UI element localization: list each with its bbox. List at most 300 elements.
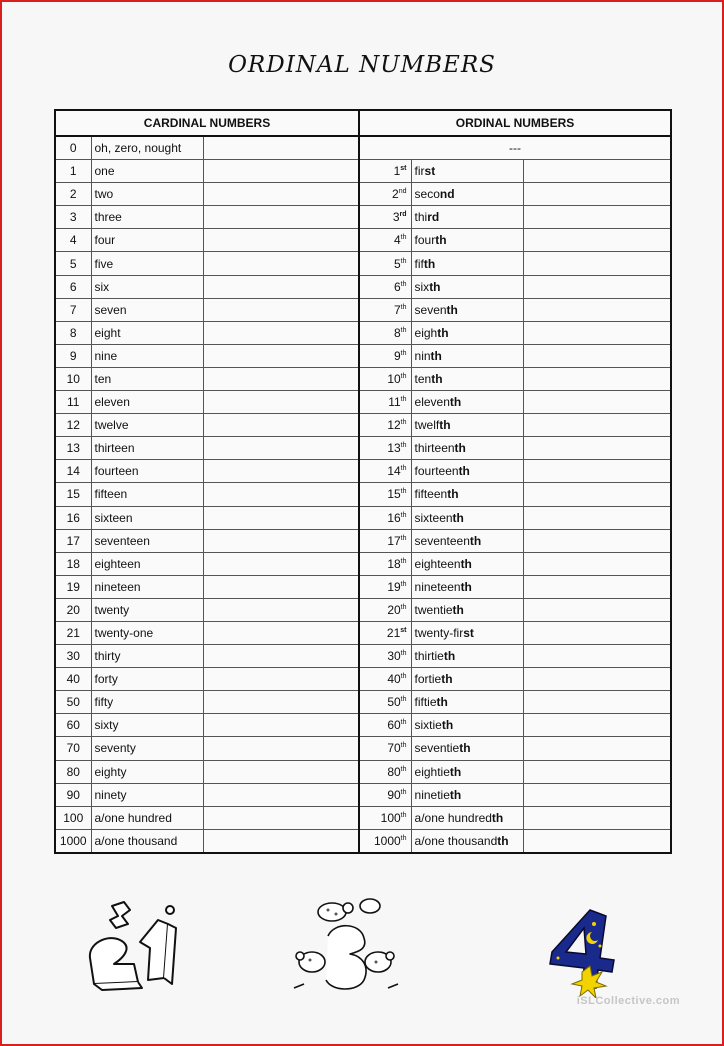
ordinal-word	[411, 391, 523, 414]
blank-cell	[203, 229, 359, 252]
blank-cell	[523, 183, 671, 206]
cardinal-number: 100	[55, 806, 91, 829]
cardinal-number: 15	[55, 483, 91, 506]
ordinal-digits: 1	[393, 164, 401, 179]
cardinal-number: 9	[55, 344, 91, 367]
blank-cell	[203, 714, 359, 737]
ordinal-word-stem: sixtie	[414, 718, 442, 733]
cardinal-word: four	[91, 229, 203, 252]
ordinal-word-stem: seven	[414, 302, 447, 317]
ordinal-number	[359, 298, 411, 321]
table-row	[55, 160, 671, 183]
ordinal-digits: 7	[393, 302, 401, 317]
ordinal-number	[359, 621, 411, 644]
cardinal-word: a/one hundred	[91, 806, 203, 829]
ordinal-word-stem: twenty-fir	[414, 626, 464, 641]
cardinal-word: three	[91, 206, 203, 229]
ordinal-digits: 19	[387, 579, 401, 594]
ordinal-suffix: th	[400, 696, 407, 704]
ordinal-word-stem: sixteen	[414, 510, 453, 525]
blank-cell	[203, 252, 359, 275]
cardinal-number: 11	[55, 391, 91, 414]
table-row	[55, 344, 671, 367]
ordinal-word	[411, 714, 523, 737]
ordinal-digits: 13	[387, 441, 401, 456]
ordinal-word	[411, 160, 523, 183]
ordinal-word	[411, 275, 523, 298]
ordinal-suffix: th	[400, 419, 407, 427]
ordinal-suffix: th	[400, 650, 407, 658]
table-row	[55, 206, 671, 229]
ordinal-digits: 5	[393, 256, 401, 271]
blank-cell	[523, 160, 671, 183]
blank-cell	[523, 737, 671, 760]
ordinal-digits: 4	[393, 233, 401, 248]
ordinal-digits: 3	[392, 210, 400, 225]
cardinal-number: 21	[55, 621, 91, 644]
ordinal-word-stem: eigh	[414, 325, 438, 340]
table-row	[55, 437, 671, 460]
ordinal-word-stem: a/one thousand	[414, 833, 498, 848]
ordinal-digits: 60	[387, 718, 401, 733]
blank-cell	[523, 621, 671, 644]
ordinal-suffix: th	[400, 534, 407, 542]
ordinal-word-ending: th	[449, 395, 462, 410]
ordinal-number	[359, 598, 411, 621]
ordinal-word	[411, 252, 523, 275]
cardinal-word: two	[91, 183, 203, 206]
blank-cell	[523, 552, 671, 575]
ordinal-suffix: th	[400, 788, 407, 796]
blank-cell	[203, 414, 359, 437]
ordinal-number	[359, 806, 411, 829]
ordinal-number	[359, 367, 411, 390]
ordinal-number	[359, 437, 411, 460]
ordinal-number	[359, 760, 411, 783]
ordinal-word	[411, 529, 523, 552]
blank-cell	[523, 252, 671, 275]
ordinal-number	[359, 737, 411, 760]
table-row	[55, 529, 671, 552]
ordinal-word	[411, 298, 523, 321]
table-row	[55, 598, 671, 621]
blank-cell	[523, 367, 671, 390]
ordinal-word-ending: th	[429, 279, 441, 294]
cardinal-word: thirty	[91, 645, 203, 668]
ordinal-word-ending: th	[497, 833, 509, 848]
ordinal-word	[411, 460, 523, 483]
cardinal-word: thirteen	[91, 437, 203, 460]
ordinal-suffix: rd	[399, 211, 407, 219]
blank-cell	[203, 506, 359, 529]
cardinal-number: 8	[55, 321, 91, 344]
blank-cell	[203, 829, 359, 853]
ordinal-suffix: st	[400, 627, 407, 635]
ordinal-number	[359, 483, 411, 506]
starry-4-icon	[544, 906, 620, 998]
ordinal-word	[411, 321, 523, 344]
blank-cell	[523, 483, 671, 506]
ordinal-word-ending: th	[491, 810, 504, 825]
ordinal-word-stem: ninetie	[414, 787, 450, 802]
table-row	[55, 183, 671, 206]
ordinal-suffix: th	[400, 488, 407, 496]
blank-cell	[523, 437, 671, 460]
ordinal-word-ending: th	[431, 371, 443, 386]
cardinal-word: fifteen	[91, 483, 203, 506]
ordinal-digits: 14	[387, 464, 401, 479]
ordinal-numbers-table	[54, 109, 672, 854]
ordinal-word-ending: th	[460, 579, 472, 594]
cardinal-number: 50	[55, 691, 91, 714]
cardinal-number: 10	[55, 367, 91, 390]
blank-cell	[203, 298, 359, 321]
ordinal-digits: 10	[387, 371, 401, 386]
ordinal-word-ending: th	[441, 672, 453, 687]
ordinal-suffix: nd	[398, 188, 407, 196]
ordinal-digits: 18	[387, 556, 401, 571]
cardinal-number: 16	[55, 506, 91, 529]
table-row	[55, 367, 671, 390]
ordinal-digits: 8	[393, 325, 401, 340]
cardinal-number: 17	[55, 529, 91, 552]
graffiti-21-icon	[84, 898, 184, 993]
blank-cell	[203, 552, 359, 575]
cardinal-number: 12	[55, 414, 91, 437]
cardinal-number: 40	[55, 668, 91, 691]
cardinal-word: twenty	[91, 598, 203, 621]
cardinal-number: 70	[55, 737, 91, 760]
ordinal-suffix: th	[400, 280, 407, 288]
ordinal-digits: 100	[380, 810, 401, 825]
ordinal-suffix: th	[400, 326, 407, 334]
blank-cell	[203, 529, 359, 552]
blank-cell	[203, 160, 359, 183]
ordinal-digits: 12	[387, 418, 401, 433]
blank-cell	[203, 391, 359, 414]
ordinal-word-stem: thirtie	[414, 649, 444, 664]
ordinal-word-ending: th	[447, 487, 459, 502]
table-row	[55, 668, 671, 691]
ordinal-suffix: th	[400, 511, 407, 519]
ordinal-number	[359, 391, 411, 414]
ordinal-word-stem: six	[414, 279, 430, 294]
ordinal-word-ending: th	[446, 302, 458, 317]
ordinal-none: ---	[359, 136, 671, 160]
ordinal-word	[411, 806, 523, 829]
blank-cell	[523, 668, 671, 691]
cardinal-word: ninety	[91, 783, 203, 806]
table-row	[55, 414, 671, 437]
ordinal-word-ending: th	[430, 348, 442, 363]
cardinal-word: nineteen	[91, 575, 203, 598]
ordinal-digits: 2	[392, 187, 399, 202]
blank-cell	[203, 645, 359, 668]
ordinal-number	[359, 414, 411, 437]
ordinal-header: ORDINAL NUMBERS	[359, 110, 671, 136]
cardinal-number: 20	[55, 598, 91, 621]
ordinal-suffix: th	[400, 673, 407, 681]
table-row	[55, 829, 671, 853]
ordinal-digits: 20	[387, 602, 401, 617]
blank-cell	[523, 645, 671, 668]
ordinal-suffix: th	[400, 349, 407, 357]
ordinal-word-ending: th	[454, 441, 466, 456]
blank-cell	[203, 344, 359, 367]
ordinal-word-stem: a/one hundred	[414, 810, 492, 825]
cardinal-number: 1000	[55, 829, 91, 853]
blank-cell	[203, 737, 359, 760]
blank-cell	[523, 391, 671, 414]
ordinal-digits: 11	[388, 395, 401, 410]
ordinal-word-ending: th	[436, 695, 448, 710]
blank-cell	[203, 367, 359, 390]
table-row	[55, 783, 671, 806]
cardinal-word: seventeen	[91, 529, 203, 552]
cardinal-number: 1	[55, 160, 91, 183]
ordinal-word	[411, 229, 523, 252]
ordinal-word	[411, 552, 523, 575]
blank-cell	[523, 529, 671, 552]
blank-cell	[203, 760, 359, 783]
cardinal-word: fifty	[91, 691, 203, 714]
ordinal-word	[411, 598, 523, 621]
ordinal-number	[359, 575, 411, 598]
ordinal-number	[359, 160, 411, 183]
cardinal-number: 4	[55, 229, 91, 252]
ordinal-number	[359, 714, 411, 737]
ordinal-word	[411, 206, 523, 229]
page-title: ORDINAL NUMBERS	[228, 52, 496, 78]
ordinal-suffix: th	[400, 765, 407, 773]
blank-cell	[203, 598, 359, 621]
cardinal-number: 2	[55, 183, 91, 206]
ordinal-word	[411, 645, 523, 668]
ordinal-word-ending: rd	[427, 210, 440, 225]
ordinal-suffix: st	[400, 165, 407, 173]
ordinal-number	[359, 206, 411, 229]
cardinal-word: seventy	[91, 737, 203, 760]
ordinal-number	[359, 252, 411, 275]
blank-cell	[523, 414, 671, 437]
ordinal-word-ending: th	[443, 649, 456, 664]
cardinal-number: 60	[55, 714, 91, 737]
ordinal-word	[411, 668, 523, 691]
ordinal-word	[411, 344, 523, 367]
ordinal-digits: 50	[387, 695, 401, 710]
ordinal-number	[359, 668, 411, 691]
blank-cell	[203, 437, 359, 460]
ordinal-word-ending: th	[452, 602, 464, 617]
table-row-zero	[55, 136, 671, 160]
ordinal-number	[359, 645, 411, 668]
cardinal-word: six	[91, 275, 203, 298]
table-row	[55, 229, 671, 252]
cardinal-word: twelve	[91, 414, 203, 437]
cardinal-number: 13	[55, 437, 91, 460]
ordinal-word	[411, 414, 523, 437]
blank-cell	[523, 275, 671, 298]
cardinal-number: 14	[55, 460, 91, 483]
ordinal-digits: 21	[386, 626, 401, 641]
blank-cell	[203, 691, 359, 714]
cardinal-number: 90	[55, 783, 91, 806]
ordinal-word-ending: th	[460, 556, 472, 571]
table-row	[55, 275, 671, 298]
cardinal-number: 18	[55, 552, 91, 575]
ordinal-word-ending: th	[437, 325, 449, 340]
ordinal-suffix: th	[400, 257, 407, 265]
cardinal-word: a/one thousand	[91, 829, 203, 853]
ordinal-word-stem: twelf	[414, 418, 440, 433]
blank-cell	[523, 783, 671, 806]
blank-cell	[203, 621, 359, 644]
blank-cell	[523, 460, 671, 483]
cardinal-number: 6	[55, 275, 91, 298]
ordinal-number	[359, 691, 411, 714]
table-row	[55, 506, 671, 529]
ordinal-word-stem: fortie	[414, 672, 442, 687]
turtles-3-icon	[290, 892, 402, 996]
ordinal-word	[411, 367, 523, 390]
cardinal-word: eight	[91, 321, 203, 344]
ordinal-word-stem: seventeen	[414, 533, 470, 548]
ordinal-word-stem: eighteen	[414, 556, 461, 571]
ordinal-word-stem: fif	[414, 256, 424, 271]
blank-cell	[203, 483, 359, 506]
table-header-row	[55, 110, 671, 136]
ordinal-suffix: th	[400, 834, 407, 842]
ordinal-number	[359, 275, 411, 298]
ordinal-word	[411, 183, 523, 206]
ordinal-suffix: th	[400, 719, 407, 727]
ordinal-suffix: th	[400, 372, 407, 380]
cardinal-word: forty	[91, 668, 203, 691]
cardinal-number: 0	[55, 136, 91, 160]
ordinal-digits: 40	[387, 672, 401, 687]
cardinal-word: sixteen	[91, 506, 203, 529]
ordinal-suffix: th	[400, 303, 407, 311]
cardinal-word: fourteen	[91, 460, 203, 483]
ordinal-suffix: th	[400, 557, 407, 565]
ordinal-digits: 16	[387, 510, 401, 525]
table-row	[55, 483, 671, 506]
table-row	[55, 760, 671, 783]
ordinal-word	[411, 621, 523, 644]
ordinal-word-stem: seco	[414, 187, 440, 202]
ordinal-word-stem: nin	[414, 348, 431, 363]
ordinal-number	[359, 783, 411, 806]
blank-cell	[203, 668, 359, 691]
ordinal-word-stem: four	[414, 233, 436, 248]
blank-cell	[523, 321, 671, 344]
ordinal-word-stem: fifteen	[414, 487, 448, 502]
ordinal-word-stem: fir	[414, 164, 425, 179]
blank-cell	[523, 344, 671, 367]
ordinal-digits: 15	[387, 487, 401, 502]
blank-cell	[203, 575, 359, 598]
ordinal-word	[411, 737, 523, 760]
cardinal-word: one	[91, 160, 203, 183]
ordinal-number	[359, 552, 411, 575]
table-row	[55, 552, 671, 575]
cardinal-number: 5	[55, 252, 91, 275]
ordinal-word	[411, 829, 523, 853]
ordinal-suffix: th	[400, 396, 407, 404]
ordinal-word-ending: th	[441, 718, 454, 733]
cardinal-header: CARDINAL NUMBERS	[55, 110, 359, 136]
ordinal-number	[359, 344, 411, 367]
ordinal-word	[411, 783, 523, 806]
ordinal-word-ending: th	[439, 418, 451, 433]
blank-cell	[523, 229, 671, 252]
ordinal-word-ending: th	[449, 787, 462, 802]
cardinal-word: sixty	[91, 714, 203, 737]
ordinal-digits: 6	[393, 279, 401, 294]
table-row	[55, 391, 671, 414]
ordinal-word-ending: th	[423, 256, 436, 271]
ordinal-digits: 90	[387, 787, 401, 802]
ordinal-digits: 9	[393, 348, 401, 363]
blank-cell	[523, 506, 671, 529]
ordinal-number	[359, 829, 411, 853]
ordinal-digits: 1000	[373, 833, 401, 848]
cardinal-word: nine	[91, 344, 203, 367]
watermark: iSLCollective.com	[576, 995, 680, 1007]
ordinal-digits: 80	[387, 764, 401, 779]
blank-cell	[203, 806, 359, 829]
ordinal-number	[359, 321, 411, 344]
ordinal-word-stem: seventie	[414, 741, 460, 756]
ordinal-word-ending: th	[452, 510, 464, 525]
ordinal-number	[359, 506, 411, 529]
ordinal-word-stem: eleven	[414, 395, 450, 410]
ordinal-word	[411, 575, 523, 598]
ordinal-suffix: th	[400, 234, 407, 242]
cardinal-number: 19	[55, 575, 91, 598]
ordinal-word	[411, 760, 523, 783]
blank-cell	[523, 598, 671, 621]
cardinal-word: ten	[91, 367, 203, 390]
blank-cell	[203, 275, 359, 298]
cardinal-word: eighteen	[91, 552, 203, 575]
blank-cell	[203, 183, 359, 206]
blank-cell	[523, 298, 671, 321]
ordinal-word	[411, 483, 523, 506]
ordinal-word	[411, 691, 523, 714]
ordinal-word-stem: fiftie	[414, 695, 437, 710]
ordinal-number	[359, 229, 411, 252]
table-row	[55, 714, 671, 737]
ordinal-word-stem: thi	[414, 210, 428, 225]
table-row	[55, 806, 671, 829]
ordinal-word-stem: nineteen	[414, 579, 461, 594]
cardinal-number: 3	[55, 206, 91, 229]
blank-cell	[203, 136, 359, 160]
table-row	[55, 621, 671, 644]
cardinal-number: 7	[55, 298, 91, 321]
ordinal-word	[411, 437, 523, 460]
ordinal-word-ending: th	[458, 464, 470, 479]
ordinal-word-stem: fourteen	[414, 464, 459, 479]
ordinal-number	[359, 460, 411, 483]
blank-cell	[523, 829, 671, 853]
ordinal-word-stem: twentie	[414, 602, 453, 617]
ordinal-word-ending: th	[449, 764, 462, 779]
blank-cell	[203, 783, 359, 806]
table-row	[55, 737, 671, 760]
table-row	[55, 252, 671, 275]
